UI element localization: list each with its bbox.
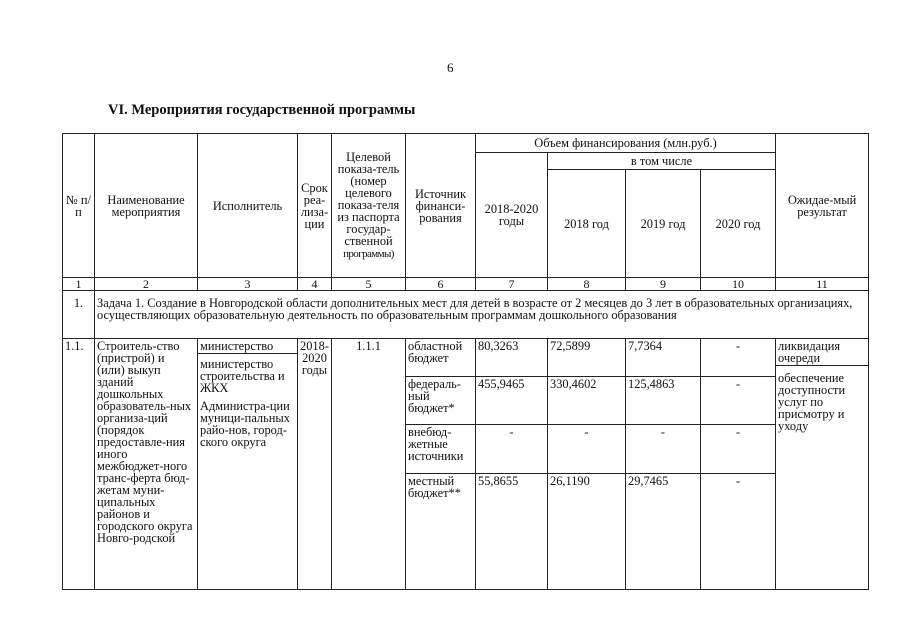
col-number: 7 bbox=[476, 278, 548, 291]
result-item: ликвидация очереди bbox=[776, 339, 868, 366]
col-number: 11 bbox=[776, 278, 869, 291]
funding-2018: - bbox=[548, 425, 626, 474]
task-text: Задача 1. Создание в Новгородской области дополнительных мест для детей в возрасте от 2 месяцев до 3 лет в образовательных организациях, осуществляющих образовательную деятельность по образовательным программам дошкольного образования bbox=[95, 291, 869, 339]
funding-total: 55,8655 bbox=[476, 474, 548, 590]
funding-2020: - bbox=[701, 339, 776, 377]
header-target-text: Целевой показа-тель (номер целевого показа-теля из паспорта государ-ственной bbox=[337, 150, 400, 248]
header-term: Срок реа-лиза-ции bbox=[298, 134, 332, 278]
program-activities-table bbox=[62, 133, 869, 590]
col-number: 6 bbox=[406, 278, 476, 291]
item-executors bbox=[198, 339, 298, 590]
funding-total: 455,9465 bbox=[476, 377, 548, 425]
item-target: 1.1.1 bbox=[332, 339, 406, 590]
col-number: 3 bbox=[198, 278, 298, 291]
section-title: VI. Мероприятия государственной программы bbox=[108, 102, 416, 118]
col-number: 4 bbox=[298, 278, 332, 291]
header-target-tail: программы) bbox=[343, 248, 394, 260]
result-item: обеспечение доступности услуг по присмотру и уходу bbox=[778, 371, 846, 433]
executor-item: министерство строительства и ЖКХ bbox=[200, 357, 285, 395]
task-row bbox=[63, 291, 869, 339]
item-name: Строитель-ство (пристрой) и (или) выкуп зданий дошкольных образователь-ных организа-ций (порядок предоставле-ния иного межбюджет-ного транс-ферта бюд-жетам муни-ципальных районов и городского округа Новго-родской bbox=[95, 339, 198, 590]
item-num: 1.1. bbox=[63, 339, 95, 590]
funding-2019: 29,7465 bbox=[626, 474, 701, 590]
funding-2018: 26,1190 bbox=[548, 474, 626, 590]
funding-2020: - bbox=[701, 425, 776, 474]
page-number: 6 bbox=[447, 60, 454, 75]
funding-source: местный бюджет** bbox=[406, 474, 476, 590]
funding-2019: - bbox=[626, 425, 701, 474]
header-2019: 2019 год bbox=[626, 170, 701, 278]
header-source: Источник финанси-рования bbox=[406, 134, 476, 278]
funding-source: федераль-ный бюджет* bbox=[406, 377, 476, 425]
header-executor: Исполнитель bbox=[198, 134, 298, 278]
header-period: 2018-2020 годы bbox=[476, 153, 548, 278]
col-number: 5 bbox=[332, 278, 406, 291]
header-num: № п/п bbox=[63, 134, 95, 278]
item-term: 2018-2020 годы bbox=[298, 339, 332, 590]
header-result: Ожидае-мый результат bbox=[776, 134, 869, 278]
task-num: 1. bbox=[63, 291, 95, 339]
funding-2019: 7,7364 bbox=[626, 339, 701, 377]
funding-total: 80,3263 bbox=[476, 339, 548, 377]
header-funding: Объем финансирования (млн.руб.) bbox=[476, 134, 776, 153]
col-number: 9 bbox=[626, 278, 701, 291]
col-number: 2 bbox=[95, 278, 198, 291]
item-results bbox=[776, 339, 869, 590]
funding-2020: - bbox=[701, 474, 776, 590]
col-number: 10 bbox=[701, 278, 776, 291]
funding-2018: 330,4602 bbox=[548, 377, 626, 425]
table-row bbox=[63, 339, 869, 377]
header-2020: 2020 год bbox=[701, 170, 776, 278]
header-2018: 2018 год bbox=[548, 170, 626, 278]
col-number: 1 bbox=[63, 278, 95, 291]
funding-2019: 125,4863 bbox=[626, 377, 701, 425]
funding-2020: - bbox=[701, 377, 776, 425]
funding-total: - bbox=[476, 425, 548, 474]
column-number-row bbox=[63, 278, 869, 291]
header-name: Наименование мероприятия bbox=[95, 134, 198, 278]
funding-source: областной бюджет bbox=[406, 339, 476, 377]
col-number: 8 bbox=[548, 278, 626, 291]
header-target bbox=[332, 134, 406, 278]
header-including: в том числе bbox=[548, 153, 776, 170]
executor-item: Администра-ции муници-пальных райо-нов, город-ского округа bbox=[200, 399, 290, 449]
funding-source: внебюд-жетные источники bbox=[406, 425, 476, 474]
funding-2018: 72,5899 bbox=[548, 339, 626, 377]
executor-item: министерство bbox=[198, 339, 297, 354]
